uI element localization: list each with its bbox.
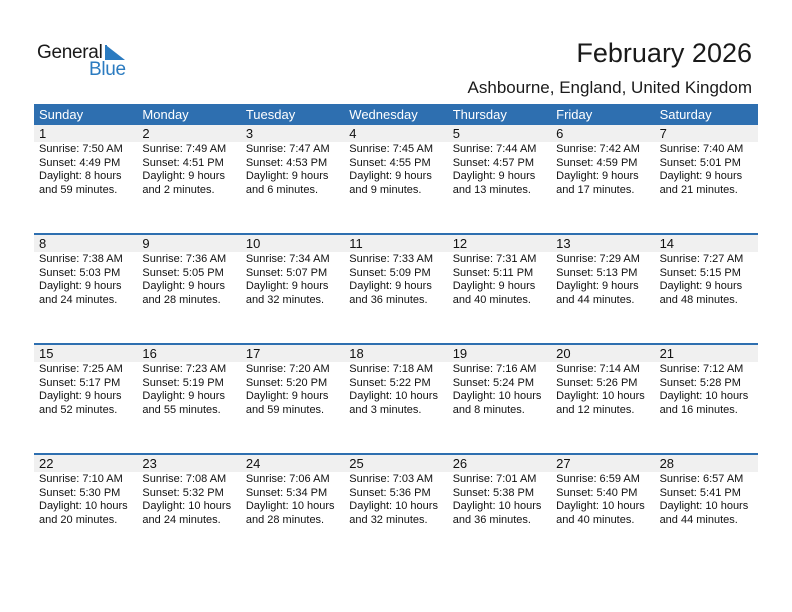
day-number: 15 <box>39 346 54 361</box>
day-number: 16 <box>142 346 157 361</box>
daylight-text: and 24 minutes. <box>142 513 221 526</box>
logo-word-blue: Blue <box>89 59 126 80</box>
sunset-text: Sunset: 5:05 PM <box>142 266 224 279</box>
sunset-text: Sunset: 5:24 PM <box>452 376 535 389</box>
logo-word-general: General <box>37 42 103 63</box>
daylight-text: and 36 minutes. <box>452 513 531 526</box>
calendar-grid <box>34 104 758 563</box>
day-cell <box>34 142 137 233</box>
daylight-text: and 28 minutes. <box>142 293 221 306</box>
sunrise-text: Sunrise: 7:06 AM <box>245 473 330 485</box>
sunrise-text: Sunrise: 7:08 AM <box>142 473 227 485</box>
sunset-text: Sunset: 5:20 PM <box>245 376 328 389</box>
sunset-text: Sunset: 5:17 PM <box>39 376 121 389</box>
daylight-text: and 59 minutes. <box>39 183 118 196</box>
sunrise-text: Sunrise: 7:44 AM <box>452 143 537 155</box>
daylight-text: and 36 minutes. <box>349 293 428 306</box>
week-row <box>34 453 758 563</box>
day-number-row <box>34 455 758 472</box>
day-number: 11 <box>349 236 363 251</box>
daylight-text: Daylight: 10 hours <box>349 390 438 402</box>
day-number-row <box>34 235 758 252</box>
day-number: 18 <box>349 346 364 361</box>
daylight-text: and 12 minutes. <box>556 403 635 416</box>
daylight-text: Daylight: 9 hours <box>452 170 536 182</box>
daylight-text: and 2 minutes. <box>142 183 215 196</box>
daylight-text: and 40 minutes. <box>452 293 531 306</box>
day-cell <box>34 362 137 453</box>
daylight-text: and 8 minutes. <box>452 403 525 416</box>
sunrise-text: Sunrise: 7:31 AM <box>452 253 537 265</box>
day-number: 3 <box>245 126 254 141</box>
sunrise-text: Sunrise: 7:42 AM <box>556 143 640 155</box>
daylight-text: Daylight: 10 hours <box>556 500 645 512</box>
week-row <box>34 343 758 453</box>
day-info-row <box>34 362 758 453</box>
sunset-text: Sunset: 5:34 PM <box>245 486 328 499</box>
day-cell <box>655 252 758 343</box>
sunset-text: Sunset: 5:22 PM <box>349 376 431 389</box>
daylight-text: Daylight: 9 hours <box>142 390 225 402</box>
sunrise-text: Sunrise: 7:25 AM <box>39 363 123 375</box>
logo-triangle-icon <box>107 46 125 60</box>
sunset-text: Sunset: 5:11 PM <box>452 266 534 279</box>
daylight-text: Daylight: 9 hours <box>659 170 743 182</box>
daylight-text: and 59 minutes. <box>245 403 325 416</box>
day-number: 27 <box>556 456 571 471</box>
day-cell <box>551 252 654 343</box>
day-number: 13 <box>556 236 571 251</box>
daylight-text: Daylight: 9 hours <box>142 280 225 292</box>
page-title: February 2026 <box>576 38 752 68</box>
daylight-text: and 32 minutes. <box>349 513 428 526</box>
sunrise-text: Sunrise: 7:29 AM <box>556 253 640 265</box>
daylight-text: Daylight: 9 hours <box>39 390 122 402</box>
day-number: 20 <box>556 346 571 361</box>
daylight-text: Daylight: 9 hours <box>245 390 329 402</box>
day-number: 2 <box>142 126 150 141</box>
day-number: 7 <box>659 126 667 141</box>
sunrise-text: Sunrise: 7:49 AM <box>142 143 227 155</box>
daylight-text: Daylight: 10 hours <box>142 500 232 512</box>
daylight-text: and 40 minutes. <box>556 513 635 526</box>
day-number: 22 <box>39 456 54 471</box>
weeks-container <box>34 125 758 563</box>
daylight-text: and 9 minutes. <box>349 183 422 196</box>
daylight-text: Daylight: 9 hours <box>349 280 432 292</box>
day-number: 10 <box>245 236 261 251</box>
sunrise-text: Sunrise: 7:38 AM <box>39 253 123 265</box>
daylight-text: Daylight: 9 hours <box>452 280 536 292</box>
sunrise-text: Sunrise: 7:47 AM <box>245 143 330 155</box>
daylight-text: and 20 minutes. <box>39 513 118 526</box>
day-cell <box>241 252 344 343</box>
daylight-text: Daylight: 9 hours <box>556 170 639 182</box>
sunset-text: Sunset: 5:32 PM <box>142 486 224 499</box>
sunrise-text: Sunrise: 7:18 AM <box>349 363 434 375</box>
day-number: 28 <box>659 456 675 471</box>
week-row <box>34 233 758 343</box>
day-cell <box>655 472 758 563</box>
daylight-text: Daylight: 10 hours <box>452 390 542 402</box>
day-number: 12 <box>452 236 468 251</box>
sunrise-text: Sunrise: 7:40 AM <box>659 143 744 155</box>
sunrise-text: Sunrise: 7:01 AM <box>452 473 537 485</box>
sunrise-text: Sunrise: 7:03 AM <box>349 473 434 485</box>
daylight-text: and 44 minutes. <box>659 513 738 526</box>
day-number-row <box>34 345 758 362</box>
day-cell <box>551 472 654 563</box>
sunrise-text: Sunrise: 7:10 AM <box>39 473 123 485</box>
day-cell <box>137 252 240 343</box>
sunset-text: Sunset: 5:36 PM <box>349 486 431 499</box>
sunset-text: Sunset: 5:41 PM <box>659 486 741 499</box>
sunset-text: Sunset: 4:49 PM <box>39 156 121 169</box>
sunset-text: Sunset: 5:26 PM <box>556 376 638 389</box>
day-number: 6 <box>556 126 564 141</box>
sunrise-text: Sunrise: 7:23 AM <box>142 363 227 375</box>
day-number: 17 <box>245 346 261 361</box>
day-number: 4 <box>349 126 357 141</box>
daylight-text: and 3 minutes. <box>349 403 422 416</box>
day-cell <box>448 472 551 563</box>
day-number: 1 <box>39 126 47 141</box>
day-cell <box>655 142 758 233</box>
sunset-text: Sunset: 5:13 PM <box>556 266 638 279</box>
location-subtitle: Ashbourne, England, United Kingdom <box>467 78 752 97</box>
day-number: 26 <box>452 456 468 471</box>
sunset-text: Sunset: 5:09 PM <box>349 266 431 279</box>
sunrise-text: Sunrise: 7:27 AM <box>659 253 744 265</box>
day-info-row <box>34 252 758 343</box>
daylight-text: and 48 minutes. <box>659 293 738 306</box>
day-info-row <box>34 142 758 233</box>
sunset-text: Sunset: 4:53 PM <box>245 156 328 169</box>
sunrise-text: Sunrise: 6:57 AM <box>659 473 744 485</box>
day-number-row <box>34 125 758 142</box>
daylight-text: Daylight: 9 hours <box>245 170 329 182</box>
daylight-text: and 44 minutes. <box>556 293 635 306</box>
daylight-text: Daylight: 9 hours <box>659 280 743 292</box>
weekday-monday: Monday <box>142 107 189 122</box>
sunrise-text: Sunrise: 7:50 AM <box>39 143 123 155</box>
sunrise-text: Sunrise: 7:45 AM <box>349 143 434 155</box>
daylight-text: Daylight: 9 hours <box>245 280 329 292</box>
daylight-text: Daylight: 9 hours <box>349 170 432 182</box>
day-cell <box>344 252 447 343</box>
day-cell <box>448 362 551 453</box>
daylight-text: and 6 minutes. <box>245 183 318 196</box>
daylight-text: Daylight: 10 hours <box>659 500 749 512</box>
day-cell <box>344 472 447 563</box>
day-number: 5 <box>452 126 460 141</box>
daylight-text: Daylight: 10 hours <box>39 500 128 512</box>
weekday-tuesday: Tuesday <box>245 107 296 122</box>
weekday-header-row <box>34 104 758 125</box>
day-cell <box>344 362 447 453</box>
daylight-text: and 16 minutes. <box>659 403 738 416</box>
sunset-text: Sunset: 4:59 PM <box>556 156 638 169</box>
sunset-text: Sunset: 5:30 PM <box>39 486 121 499</box>
sunset-text: Sunset: 5:07 PM <box>245 266 328 279</box>
day-cell <box>448 252 551 343</box>
weekday-wednesday: Wednesday <box>349 107 418 122</box>
day-number: 21 <box>659 346 675 361</box>
day-number: 24 <box>245 456 261 471</box>
sunset-text: Sunset: 5:38 PM <box>452 486 535 499</box>
weekday-friday: Friday <box>556 107 593 122</box>
day-info-row <box>34 472 758 563</box>
day-cell <box>655 362 758 453</box>
sunset-text: Sunset: 5:01 PM <box>659 156 741 169</box>
daylight-text: and 32 minutes. <box>245 293 325 306</box>
day-number: 23 <box>142 456 157 471</box>
sunset-text: Sunset: 5:15 PM <box>659 266 741 279</box>
daylight-text: Daylight: 10 hours <box>245 500 335 512</box>
sunrise-text: Sunrise: 7:16 AM <box>452 363 537 375</box>
day-cell <box>551 362 654 453</box>
sunrise-text: Sunrise: 7:33 AM <box>349 253 434 265</box>
day-number: 9 <box>142 236 150 251</box>
daylight-text: Daylight: 8 hours <box>39 170 122 182</box>
sunrise-text: Sunrise: 7:12 AM <box>659 363 744 375</box>
daylight-text: Daylight: 9 hours <box>39 280 122 292</box>
daylight-text: and 28 minutes. <box>245 513 325 526</box>
sunset-text: Sunset: 5:28 PM <box>659 376 741 389</box>
weekday-saturday: Saturday <box>659 107 712 122</box>
weekday-thursday: Thursday <box>452 107 507 122</box>
sunrise-text: Sunrise: 6:59 AM <box>556 473 640 485</box>
sunrise-text: Sunrise: 7:14 AM <box>556 363 640 375</box>
daylight-text: and 52 minutes. <box>39 403 118 416</box>
weekday-sunday: Sunday <box>39 107 84 122</box>
daylight-text: Daylight: 10 hours <box>452 500 542 512</box>
daylight-text: Daylight: 9 hours <box>556 280 639 292</box>
day-cell <box>137 362 240 453</box>
daylight-text: Daylight: 10 hours <box>659 390 749 402</box>
day-cell <box>344 142 447 233</box>
day-cell <box>241 472 344 563</box>
daylight-text: Daylight: 10 hours <box>556 390 645 402</box>
sunrise-text: Sunrise: 7:36 AM <box>142 253 227 265</box>
sunrise-text: Sunrise: 7:20 AM <box>245 363 330 375</box>
day-number: 25 <box>349 456 364 471</box>
day-cell <box>34 472 137 563</box>
sunset-text: Sunset: 4:57 PM <box>452 156 535 169</box>
daylight-text: and 55 minutes. <box>142 403 221 416</box>
day-cell <box>448 142 551 233</box>
day-cell <box>241 142 344 233</box>
sunrise-text: Sunrise: 7:34 AM <box>245 253 330 265</box>
daylight-text: and 13 minutes. <box>452 183 531 196</box>
daylight-text: Daylight: 9 hours <box>142 170 225 182</box>
day-number: 19 <box>452 346 468 361</box>
daylight-text: and 24 minutes. <box>39 293 118 306</box>
sunset-text: Sunset: 5:19 PM <box>142 376 224 389</box>
sunset-text: Sunset: 5:40 PM <box>556 486 638 499</box>
day-cell <box>241 362 344 453</box>
day-cell <box>137 472 240 563</box>
daylight-text: and 17 minutes. <box>556 183 635 196</box>
daylight-text: Daylight: 10 hours <box>349 500 438 512</box>
sunset-text: Sunset: 4:55 PM <box>349 156 431 169</box>
day-cell <box>137 142 240 233</box>
week-row <box>34 125 758 233</box>
sunset-text: Sunset: 5:03 PM <box>39 266 121 279</box>
logo <box>37 42 137 82</box>
day-number: 8 <box>39 236 47 251</box>
day-cell <box>34 252 137 343</box>
sunset-text: Sunset: 4:51 PM <box>142 156 224 169</box>
day-number: 14 <box>659 236 675 251</box>
day-cell <box>551 142 654 233</box>
daylight-text: and 21 minutes. <box>659 183 738 196</box>
